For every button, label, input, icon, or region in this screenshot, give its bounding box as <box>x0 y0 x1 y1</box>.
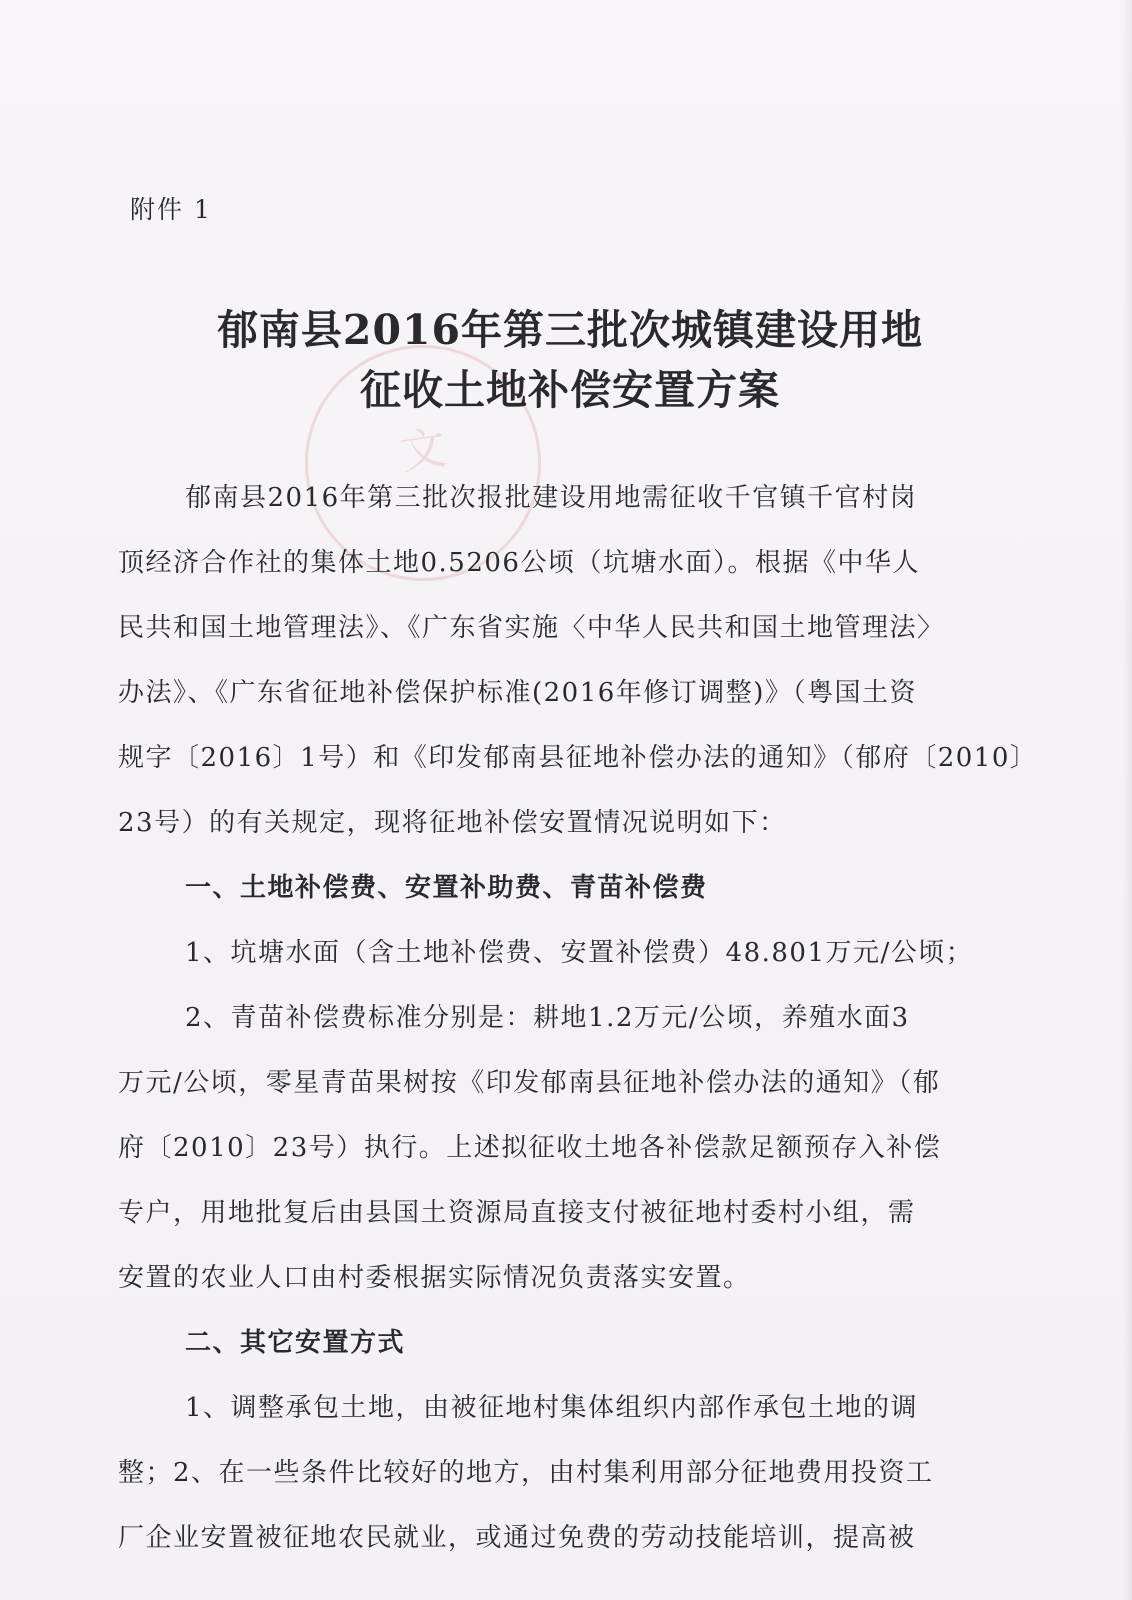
title-line-1: 郁南县2016年第三批次城镇建设用地 <box>216 306 924 354</box>
body-line: 郁南县2016年第三批次报批建设用地需征收千官镇千官村岗 <box>185 483 918 513</box>
body-line: 民共和国土地管理法》、《广东省实施〈中华人民共和国土地管理法〉 <box>118 613 945 643</box>
section-heading-2: 二、其它安置方式 <box>185 1328 406 1358</box>
body-line: 顶经济合作社的集体土地0.5206公顷（坑塘水面）。根据《中华人 <box>118 548 920 578</box>
section-heading-1: 一、土地补偿费、安置补助费、青苗补偿费 <box>185 873 708 903</box>
body-line: 1、坑塘水面（含土地补偿费、安置补偿费）48.801万元/公顷； <box>185 938 974 968</box>
body-line: 安置的农业人口由村委根据实际情况负责落实安置。 <box>118 1263 751 1293</box>
seal-stamp-text: 文 <box>396 420 450 480</box>
scan-shadow-edge <box>1122 0 1132 1600</box>
body-line: 整；2、在一些条件比较好的地方，由村集利用部分征地费用投资工 <box>118 1458 934 1488</box>
body-line: 专户，用地批复后由县国土资源局直接支付被征地村委村小组，需 <box>118 1198 916 1228</box>
body-line: 23号）的有关规定，现将征地补偿安置情况说明如下： <box>118 808 787 838</box>
body-line: 办法》、《广东省征地补偿保护标准(2016年修订调整)》（粤国土资 <box>118 678 917 708</box>
attachment-label: 附件 1 <box>130 195 212 224</box>
body-line: 厂企业安置被征地农民就业，或通过免费的劳动技能培训，提高被 <box>118 1523 916 1553</box>
body-line: 2、青苗补偿费标准分别是：耕地1.2万元/公顷，养殖水面3 <box>185 1003 910 1033</box>
title-line-2: 征收土地补偿安置方案 <box>360 366 780 414</box>
document-title <box>110 300 1030 420</box>
body-line: 1、调整承包土地，由被征地村集体组织内部作承包土地的调 <box>185 1393 919 1423</box>
body-line: 规字〔2016〕1号）和《印发郁南县征地补偿办法的通知》（郁府〔2010〕 <box>118 743 1038 773</box>
body-line: 府〔2010〕23号）执行。上述拟征收土地各补偿款足额预存入补偿 <box>118 1133 942 1163</box>
body-line: 万元/公顷，零星青苗果树按《印发郁南县征地补偿办法的通知》（郁 <box>118 1068 941 1098</box>
